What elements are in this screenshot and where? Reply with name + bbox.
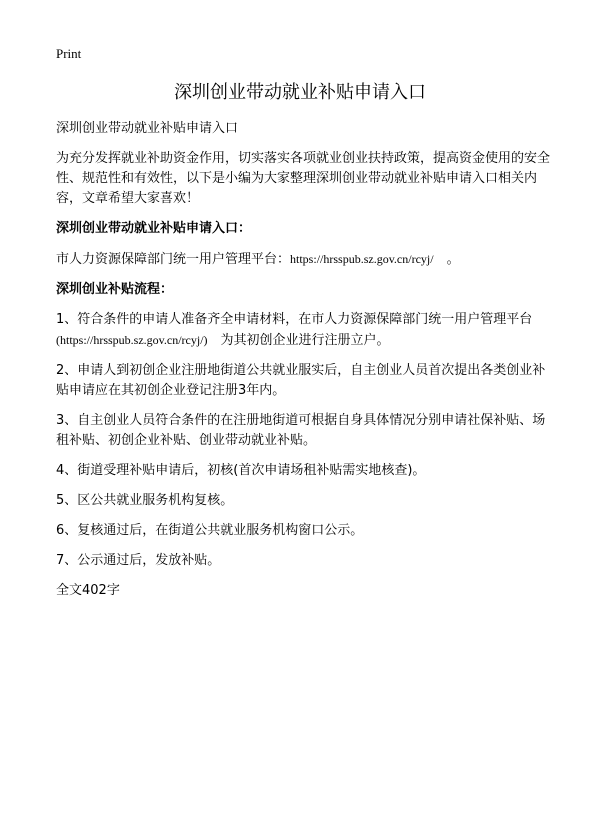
process-step-3: 3、自主创业人员符合条件的在注册地街道可根据自身具体情况分别申请社保补贴、场租补贴、初创企业补贴、创业带动就业补贴。 [56,413,546,448]
page-title: 深圳创业带动就业补贴申请入口 [174,82,426,103]
process-step-7: 7、公示通过后，发放补贴。 [56,553,221,568]
step-1-suffix: 为其初创企业进行注册立户。 [207,333,390,348]
process-step-2: 2、申请人到初创企业注册地街道公共就业服实后，自主创业人员首次提出各类创业补贴申请应在其初创企业登记注册3年内。 [56,363,546,398]
platform-url-link[interactable]: https://hrsspub.sz.gov.cn/rcyj/ [290,252,434,266]
article-subtitle: 深圳创业带动就业补贴申请入口 [56,121,239,136]
word-count: 全文402字 [56,583,120,598]
step-1-url-link[interactable]: (https://hrsspub.sz.gov.cn/rcyj/) [56,333,208,347]
platform-label: 市人力资源保障部门统一用户管理平台： [56,252,291,267]
section-heading-process: 深圳创业补贴流程： [56,282,174,297]
print-link[interactable]: Print [56,46,82,61]
article-body [56,119,556,611]
step-1-text: 1、符合条件的申请人准备齐全申请材料，在市人力资源保障部门统一用户管理平台 [56,312,533,327]
intro-paragraph: 为充分发挥就业补助资金作用，切实落实各项就业创业扶持政策，提高资金使用的安全性、规范性和有效性，以下是小编为大家整理深圳创业带动就业补贴申请入口相关内容，文章希望大家喜欢！ [56,151,551,206]
process-step-1 [56,310,556,351]
platform-suffix: 。 [433,252,460,267]
platform-paragraph [56,249,556,270]
section-heading-entry: 深圳创业带动就业补贴申请入口： [56,221,252,236]
process-step-6: 6、复核通过后，在街道公共就业服务机构窗口公示。 [56,523,364,538]
process-step-4: 4、街道受理补贴申请后，初核(首次申请场租补贴需实地核查)。 [56,463,426,478]
process-step-5: 5、区公共就业服务机构复核。 [56,493,234,508]
